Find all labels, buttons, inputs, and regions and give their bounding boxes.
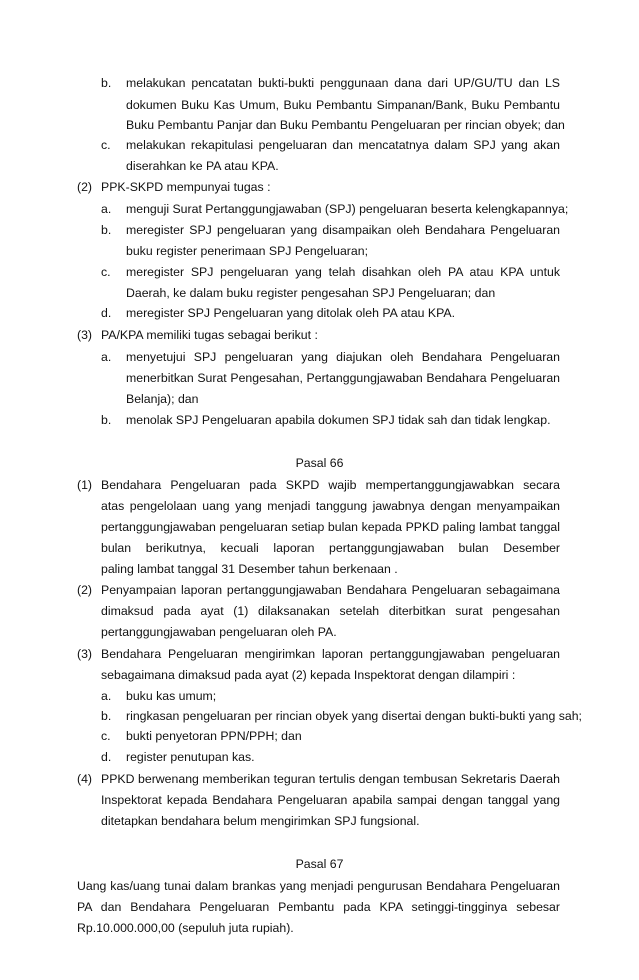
paragraph-text: PA dan Bendahara Pengeluaran Pembantu pada KPA setinggi-tingginya sebesar xyxy=(77,900,560,914)
list-item-text: buku kas umum; xyxy=(126,689,217,703)
list-item-text: menguji Surat Pertanggungjawaban (SPJ) pengeluaran beserta kelengkapannya; xyxy=(126,202,569,216)
paragraph-text: PPKD berwenang memberikan teguran tertulis dengan tembusan Sekretaris Daerah xyxy=(101,772,560,786)
paragraph-text: bulan berikutnya, kecuali laporan pertanggungjawaban bulan Desember xyxy=(101,541,560,555)
section-heading: Pasal 66 xyxy=(295,456,344,470)
list-item-text: ringkasan pengeluaran per rincian obyek yang disertai dengan bukti-bukti yang sah; xyxy=(126,709,582,723)
paragraph-text: pertanggungjawaban pengeluaran setiap bulan kepada PPKD paling lambat tanggal xyxy=(101,520,560,534)
paragraph-text: atas pengelolaan uang yang menjadi tanggung jawabnya dengan menyampaikan xyxy=(101,499,560,513)
paragraph-text: Bendahara Pengeluaran mengirimkan laporan pertanggungjawaban pengeluaran xyxy=(101,647,560,661)
list-item-text: register penutupan kas. xyxy=(126,750,255,764)
list-label: a. xyxy=(101,350,112,364)
list-item-text: diserahkan ke PA atau KPA. xyxy=(126,159,279,173)
list-label: b. xyxy=(101,223,112,237)
paragraph-text: dimaksud pada ayat (1) dilaksanakan setelah diterbitkan surat pengesahan xyxy=(101,604,560,618)
list-label: d. xyxy=(101,750,112,764)
paragraph-text: Uang kas/uang tunai dalam brankas yang menjadi pengurusan Bendahara Pengeluaran xyxy=(77,879,560,893)
list-item-text: meregister SPJ Pengeluaran yang ditolak oleh PA atau KPA. xyxy=(126,306,456,320)
list-item-text: meregister SPJ pengeluaran yang disampaikan oleh Bendahara Pengeluaran xyxy=(126,223,560,237)
list-label: b. xyxy=(101,413,112,427)
list-item-text: melakukan pencatatan bukti-bukti penggunaan dana dari UP/GU/TU dan LS xyxy=(126,76,560,90)
paragraph-number: (2) xyxy=(77,583,93,597)
list-label: c. xyxy=(101,265,111,279)
paragraph-text: PPK-SKPD mempunyai tugas : xyxy=(101,180,271,194)
paragraph-text: Bendahara Pengeluaran pada SKPD wajib mempertanggungjawabkan secara xyxy=(101,478,560,492)
list-item-text: Buku Pembantu Panjar dan Buku Pembantu Pengeluaran per rincian obyek; dan xyxy=(126,118,565,132)
list-item-text: Daerah, ke dalam buku register pengesahan SPJ Pengeluaran; dan xyxy=(126,286,496,300)
paragraph-text: Penyampaian laporan pertanggungjawaban Bendahara Pengeluaran sebagaimana xyxy=(101,583,560,597)
paragraph-text: ditetapkan bendahara belum mengirimkan SPJ fungsional. xyxy=(101,814,420,828)
paragraph-number: (4) xyxy=(77,772,93,786)
paragraph-text: Rp.10.000.000,00 (sepuluh juta rupiah). xyxy=(77,921,294,935)
list-item-text: buku register penerimaan SPJ Pengeluaran; xyxy=(126,244,368,258)
list-label: b. xyxy=(101,709,112,723)
paragraph-text: pertanggungjawaban pengeluaran oleh PA. xyxy=(101,625,337,639)
list-item-text: bukti penyetoran PPN/PPH; dan xyxy=(126,729,302,743)
list-item-text: menolak SPJ Pengeluaran apabila dokumen SPJ tidak sah dan tidak lengkap. xyxy=(126,413,551,427)
list-label: b. xyxy=(101,76,112,90)
list-item-text: menerbitkan Surat Pengesahan, Pertanggungjawaban Bendahara Pengeluaran xyxy=(126,371,560,385)
paragraph-text: Inspektorat kepada Bendahara Pengeluaran apabila sampai dengan tanggal yang xyxy=(101,793,560,807)
paragraph-text: PA/KPA memiliki tugas sebagai berikut : xyxy=(101,328,318,342)
paragraph-number: (2) xyxy=(77,180,93,194)
paragraph-number: (3) xyxy=(77,328,93,342)
list-item-text: dokumen Buku Kas Umum, Buku Pembantu Simpanan/Bank, Buku Pembantu xyxy=(126,98,560,112)
list-item-text: menyetujui SPJ pengeluaran yang diajukan oleh Bendahara Pengeluaran xyxy=(126,350,560,364)
list-item-text: melakukan rekapitulasi pengeluaran dan mencatatnya dalam SPJ yang akan xyxy=(126,138,560,152)
list-label: a. xyxy=(101,202,112,216)
list-label: a. xyxy=(101,689,112,703)
paragraph-number: (1) xyxy=(77,478,93,492)
list-label: c. xyxy=(101,138,111,152)
list-item-text: meregister SPJ pengeluaran yang telah disahkan oleh PA atau KPA untuk xyxy=(126,265,560,279)
paragraph-text: paling lambat tanggal 31 Desember tahun berkenaan . xyxy=(101,562,398,576)
paragraph-number: (3) xyxy=(77,647,93,661)
list-label: c. xyxy=(101,729,111,743)
section-heading: Pasal 67 xyxy=(295,857,344,871)
paragraph-text: sebagaimana dimaksud pada ayat (2) kepada Inspektorat dengan dilampiri : xyxy=(101,668,516,682)
list-label: d. xyxy=(101,306,112,320)
list-item-text: Belanja); dan xyxy=(126,392,199,406)
